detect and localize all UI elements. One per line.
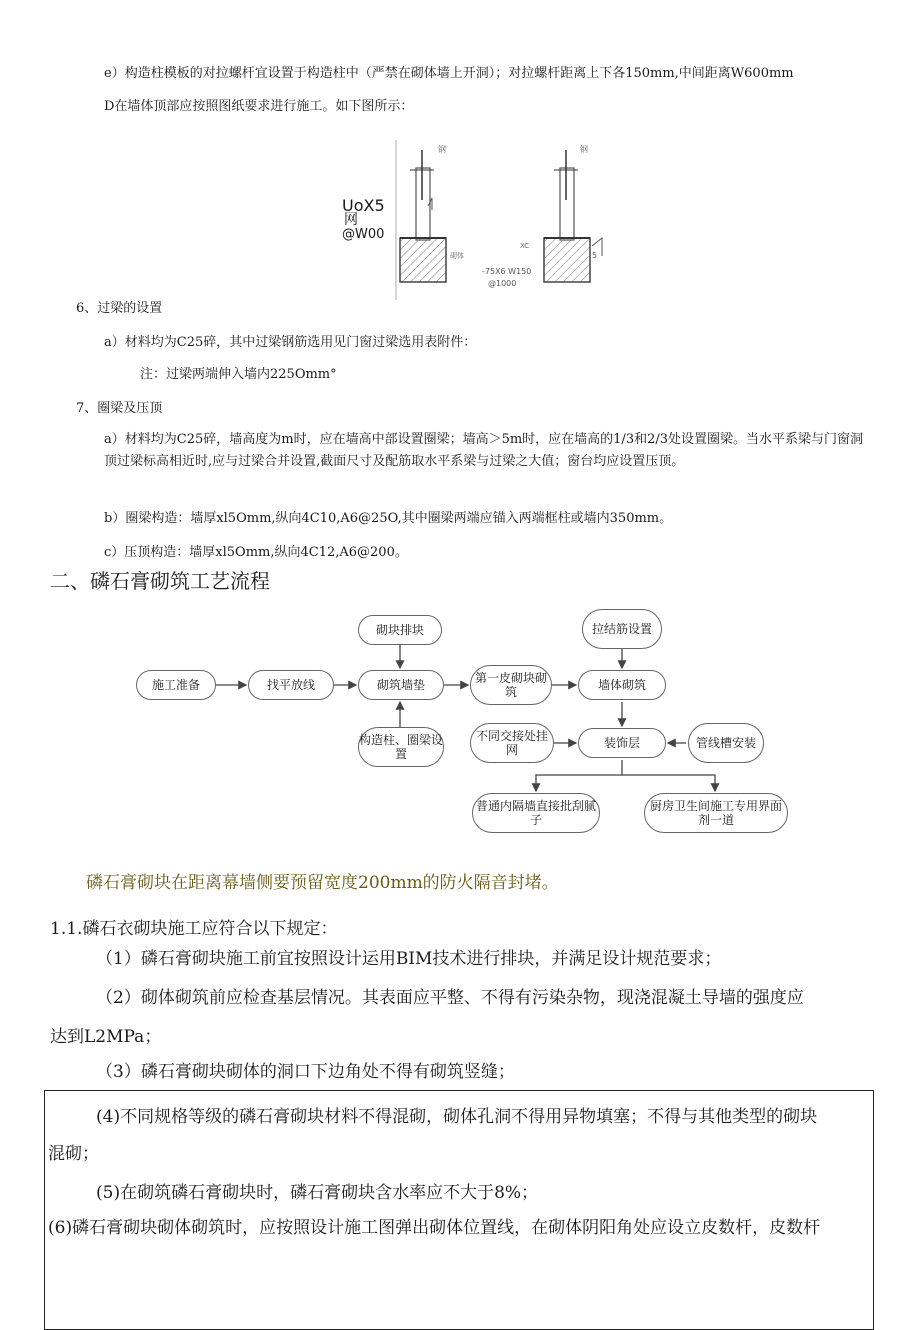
right-wall-block xyxy=(544,238,590,282)
left-wall-block xyxy=(400,238,446,282)
section11-p4a: (4)不同规格等级的磷石膏砌块材料不得混砌，砌体孔洞不得用异物填塞；不得与其他类型的砌块 xyxy=(96,1107,818,1127)
figure-left-label-3: @W00 xyxy=(342,227,385,242)
section11-p3: （3）磷石膏砌块砌体的洞口下边角处不得有砌筑竖缝； xyxy=(96,1062,515,1082)
section7-c: c）压顶构造：墙厚xl5Omm,纵向4C12,A6@200。 xyxy=(104,545,408,560)
fire-sealing-note: 磷石膏砌块在距离幕墙侧要预留宽度200mm的防火隔音封堵。 xyxy=(86,873,559,893)
flow-node-preparation: 施工准备 xyxy=(136,670,216,700)
section7-b: b）圈梁构造：墙厚xl5Omm,纵向4C10,A6@25O,其中圈梁两端应锚入两端框柱或墙内350mm。 xyxy=(104,511,673,526)
flow-node-wall-base: 砌筑墙垫 xyxy=(358,670,444,700)
section11-title: 1.1.磷石衣砌块施工应符合以下规定： xyxy=(50,919,338,939)
process-flowchart xyxy=(130,605,790,835)
section6-note: 注：过梁两端伸入墙内225Omm° xyxy=(140,367,337,382)
figure-x-label: XC xyxy=(520,242,530,250)
flow-node-block-layout: 砌块排块 xyxy=(358,615,442,645)
section-e-line2: D在墙体顶部应按照图纸要求进行施工。如下图所示： xyxy=(104,99,414,114)
section-e-line1: e）构造柱模板的对拉螺杆宜设置于构造柱中（严禁在砌体墙上开洞）；对拉螺杆距离上下各150mm,中间距离W600mm xyxy=(104,66,794,81)
figure-left-label-1: UoX5 xyxy=(342,196,385,215)
flow-node-column-beam: 构造柱、圈梁设置 xyxy=(358,727,444,767)
flow-node-leveling: 找平放线 xyxy=(248,670,334,700)
section11-p5: (5)在砌筑磷石膏砌块时，磷石膏砌块含水率应不大于8%； xyxy=(96,1183,539,1203)
section7-a: a）材料均为C25碎，墙高度为m时，应在墙高中部设置圈梁；墙高＞5m时，应在墙高的1/3和2/3处设置圈梁。当水平系梁与门窗洞顶过梁标高相近时,应与过梁合并设置,截面尺寸及配筋取水平系梁与过梁之大值；窗台均应设置压顶。 xyxy=(104,432,864,469)
section-heading-2: 二、磷石膏砌筑工艺流程 xyxy=(50,569,270,593)
section11-p1: （1）磷石膏砌块施工前宜按照设计运用BIM技术进行排块，并满足设计规范要求； xyxy=(96,949,722,969)
flow-node-wall-masonry: 墙体砌筑 xyxy=(578,670,666,700)
left-column xyxy=(416,168,430,240)
flow-node-tie-bar: 拉结筋设置 xyxy=(582,609,662,649)
figure-left-label-2: 网 xyxy=(344,212,358,228)
section11-p6: (6)磷石膏砌块砌体砌筑时，应按照设计施工图弹出砌体位置线，在砌体阴阳角处应设立皮数杆，皮数杆 xyxy=(48,1218,821,1238)
section11-p4b: 混砌； xyxy=(48,1144,99,1164)
figure-top-label-right: 钢 xyxy=(580,145,588,154)
flow-node-finish-layer: 装饰层 xyxy=(578,728,666,758)
flow-node-mesh: 不同交接处挂网 xyxy=(470,723,554,763)
section11-p2b: 达到L2MPa； xyxy=(50,1027,162,1047)
figure-bottom-label-1: -75X6 W150 xyxy=(482,267,532,276)
section6-title: 6、过梁的设置 xyxy=(76,301,163,316)
flow-node-interface-agent: 厨房卫生间施工专用界面剂一道 xyxy=(644,793,788,833)
figure-wall-label: 砌体 xyxy=(450,252,464,260)
section6-a: a）材料均为C25碎，其中过梁钢筋选用见门窗过梁选用表附件： xyxy=(104,335,477,350)
wall-detail-figure xyxy=(340,140,640,300)
section11-p2a: （2）砌体砌筑前应检查基层情况。其表面应平整、不得有污染杂物，现浇混凝土导墙的强度应 xyxy=(96,988,804,1008)
flow-node-first-course: 第一皮砌块砌筑 xyxy=(470,665,552,705)
flow-node-pipe-groove: 管线槽安装 xyxy=(688,723,764,763)
figure-top-label-left: 钢 xyxy=(438,145,446,154)
flow-node-putty: 普通内隔墙直接批刮腻子 xyxy=(472,793,600,833)
right-column xyxy=(560,168,574,240)
section7-title: 7、圈梁及压顶 xyxy=(76,401,163,416)
wall-detail-svg xyxy=(340,140,640,300)
figure-bottom-label-2: @1000 xyxy=(488,279,517,288)
figure-s-label: 5 xyxy=(592,251,598,260)
